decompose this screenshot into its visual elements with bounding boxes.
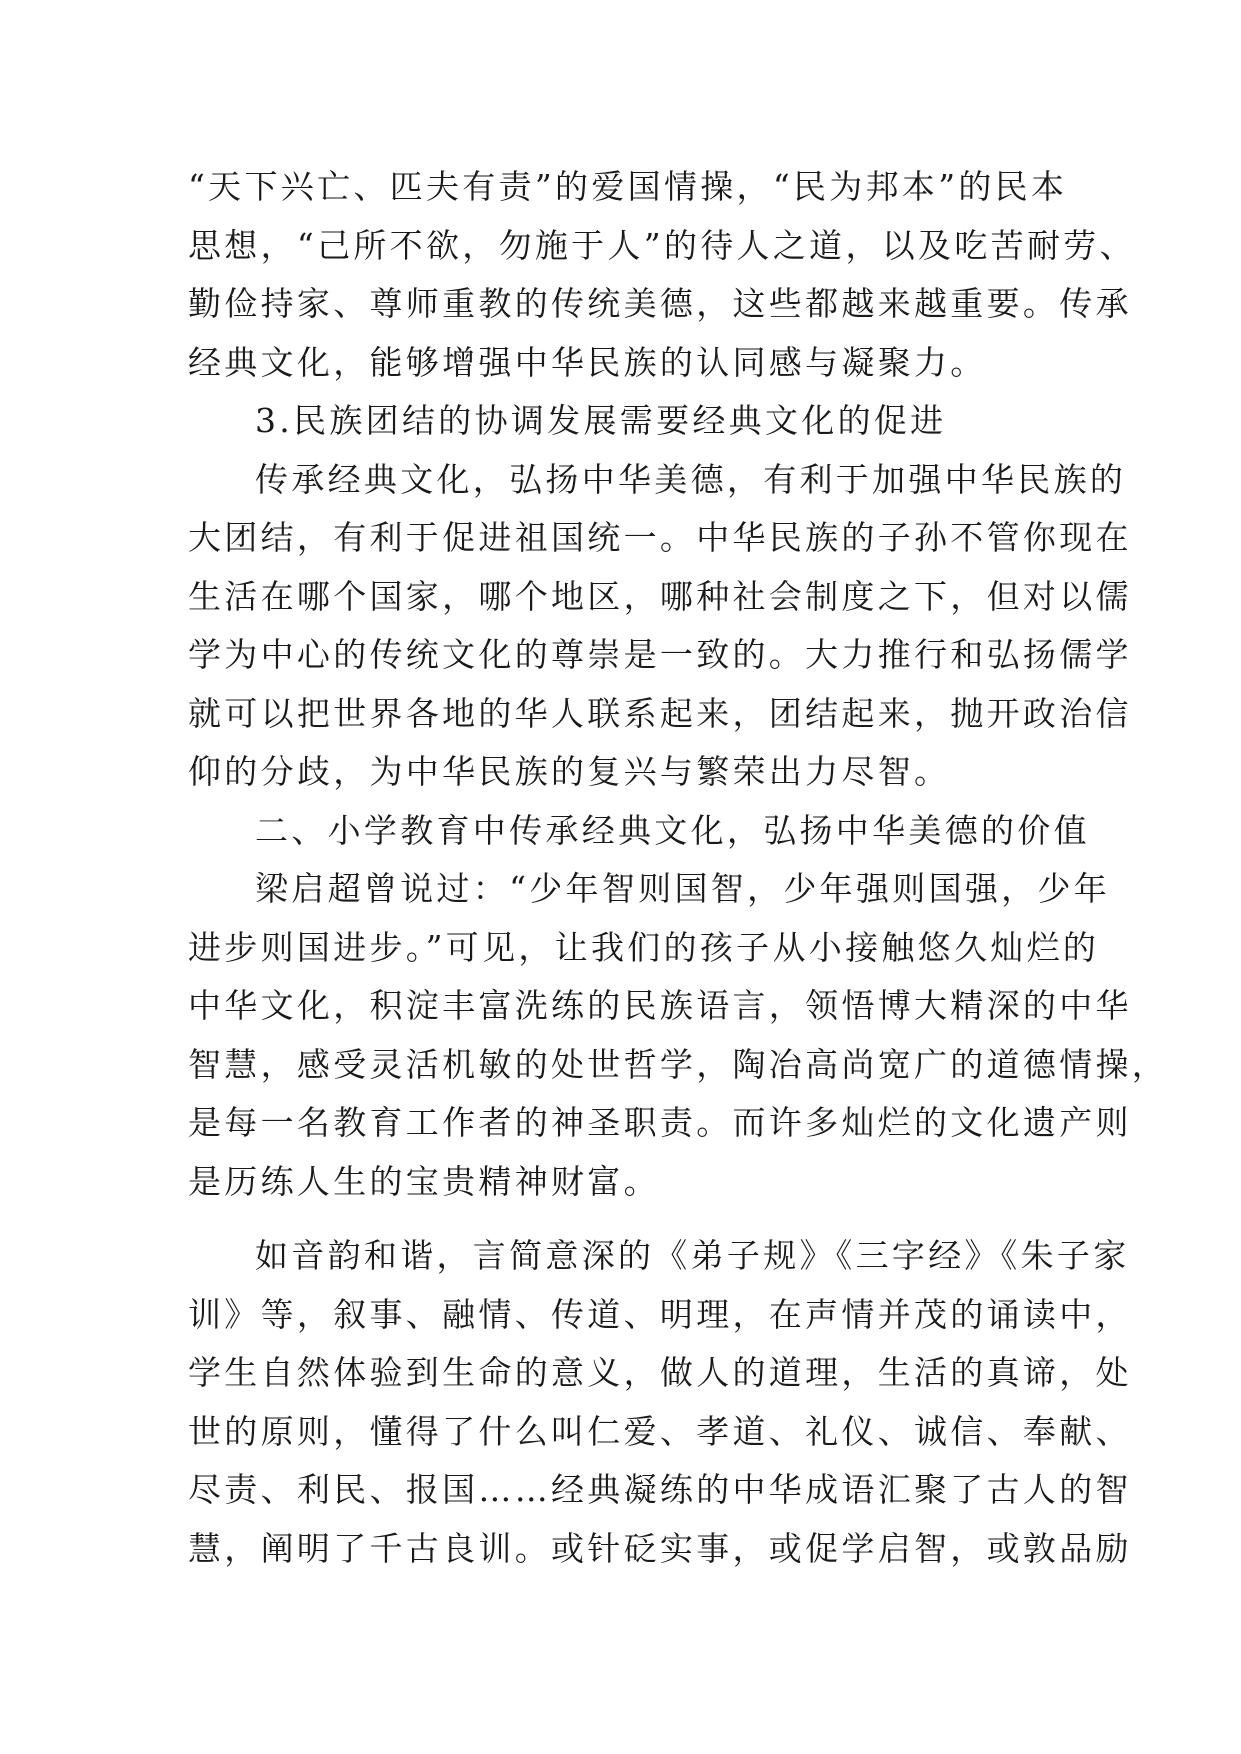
text-line: 生活在哪个国家，哪个地区，哪种社会制度之下，但对以儒 [188,576,1132,616]
text-line: 是每一名教育工作者的神圣职责。而许多灿烂的文化遗产则 [188,1103,1132,1142]
text-line: 智慧，感受灵活机敏的处世哲学，陶冶高尚宽广的道德情操， [188,1044,1169,1084]
text-line: 思想，“己所不欲，勿施于人”的待人之道，以及吃苦耐劳、 [188,225,1136,265]
paragraph-gap [188,1211,1068,1227]
text-line: 尽责、利民、报国……经典凝练的中华成语汇聚了古人的智 [188,1470,1132,1509]
section-heading: 二、小学教育中传承经典文化，弘扬中华美德的价值 [255,810,1090,850]
text-line: 是历练人生的宝贵精神财富。 [188,1161,660,1201]
text-line: 学为中心的传统文化的尊崇是一致的。大力推行和弘扬儒学 [188,635,1132,674]
text-line: 传承经典文化，弘扬中华美德，有利于加强中华民族的 [255,459,1127,499]
text-line: 如音韵和谐，言简意深的《弟子规》《三字经》《朱子家 [255,1236,1130,1275]
text-line: 大团结，有利于促进祖国统一。中华民族的子孙不管你现在 [188,518,1132,557]
text-line: 慧，阐明了千古良训。或针砭实事，或促学启智，或敦品励 [188,1528,1132,1568]
text-line: 梁启超曾说过：“少年智则国智，少年强则国强，少年 [255,869,1111,908]
text-line: 经典文化，能够增强中华民族的认同感与凝聚力。 [188,342,987,382]
text-line: 训》等，叙事、融情、传道、明理，在声情并茂的诵读中， [188,1294,1132,1334]
text-line: 中华文化，积淀丰富洗练的民族语言，领悟博大精深的中华 [188,986,1132,1025]
text-line: 勤俭持家、尊师重教的传统美德，这些都越来越重要。传承 [188,284,1132,323]
section-heading: 3.民族团结的协调发展需要经典文化的促进 [255,401,947,440]
document-body [188,158,1169,1578]
text-line: 仰的分歧，为中华民族的复兴与繁荣出力尽智。 [188,752,951,791]
text-line: 进步则国进步。”可见，让我们的孩子从小接触悠久灿烂的 [188,927,1100,967]
text-line: 学生自然体验到生命的意义，做人的道理，生活的真谛，处 [188,1353,1132,1392]
text-line: 世的原则，懂得了什么叫仁爱、孝道、礼仪、诚信、奉献、 [188,1411,1132,1451]
text-line: 就可以把世界各地的华人联系起来，团结起来，抛开政治信 [188,693,1132,733]
text-line: “天下兴亡、匹夫有责”的爱国情操，“民为邦本”的民本 [188,167,1068,206]
